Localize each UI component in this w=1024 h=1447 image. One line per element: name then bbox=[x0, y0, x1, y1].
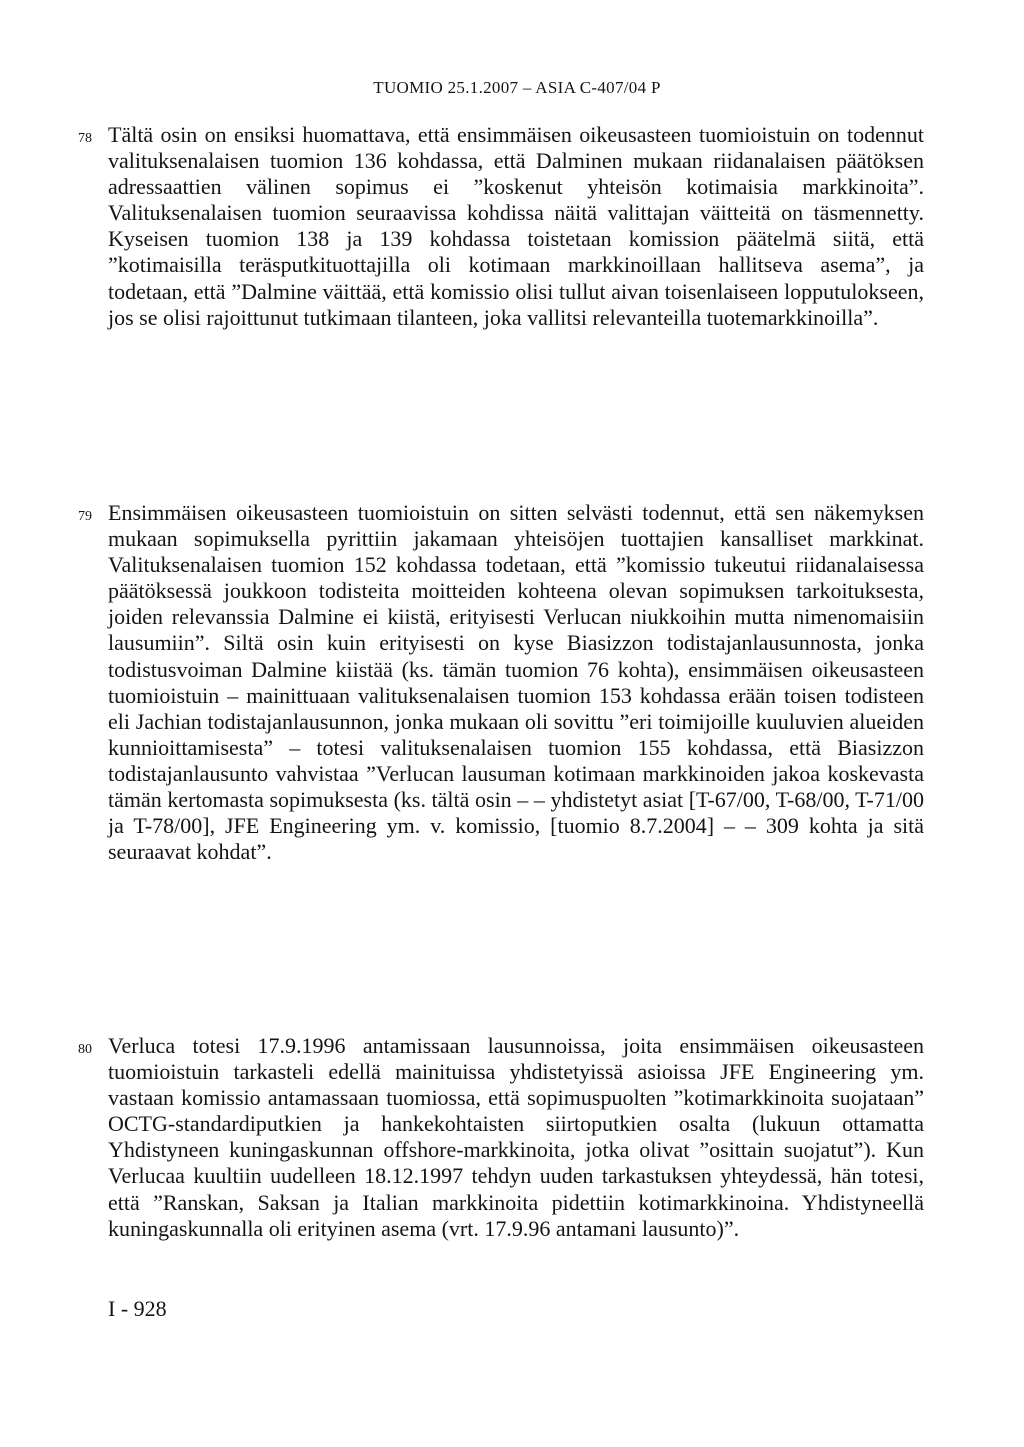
paragraph-text: Tältä osin on ensiksi huomattava, että ensimmäisen oikeusasteen tuomioistuin on todennut valituksenalaisen tuomion 136 kohdassa, että Dalminen mukaan riidanalaisen päätöksen adressaattien välinen sopimus ei ”koskenut yhteisön kotimaisia markkinoita”. Valituksenalaisen tuomion seuraavissa kohdissa näitä valittajan väitteitä on täsmennetty. Kyseisen tuomion 138 ja 139 kohdassa toistetaan komission päätelmä siitä, että ”kotimaisilla teräsputkituottajilla oli kotimaan markkinoillaan hallitseva asema”, ja todetaan, että ”Dalmine väittää, että komissio olisi tullut aivan toisenlaiseen lopputulokseen, jos se olisi rajoittunut tutkimaan tilanteen, joka vallitsi relevanteilla tuotemarkkinoilla”. bbox=[108, 122, 924, 330]
paragraph-text: Verluca totesi 17.9.1996 antamissaan lausunnoissa, joita ensimmäisen oikeusasteen tuomioistuin tarkasteli edellä mainituissa yhdistetyissä asioissa JFE Engineering ym. vastaan komissio antamassaan tuomiossa, että sopimuspuolten ”kotimarkkinoita suojataan” OCTG-standardiputkien ja hankekohtaisten siirtoputkien osalta (lukuun ottamatta Yhdistyneen kuningaskunnan offshore-markkinoita, jotka olivat ”osittain suojatut”). Kun Verlucaa kuultiin uudelleen 18.12.1997 tehdyn uuden tarkastuksen yhteydessä, hän totesi, että ”Ranskan, Saksan ja Italian markkinoita pidettiin kotimarkkinoina. Yhdistyneellä kuningaskunnalla oli erityinen asema (vrt. 17.9.96 antamani lausunto)”. bbox=[108, 1033, 924, 1241]
paragraph-number: 78 bbox=[78, 131, 92, 146]
paragraph-number: 80 bbox=[78, 1042, 92, 1057]
paragraph-number: 79 bbox=[78, 509, 92, 524]
paragraph-text: Ensimmäisen oikeusasteen tuomioistuin on sitten selvästi todennut, että sen näkemyksen mukaan sopimuksella pyrittiin jakamaan yhteisöjen tuottajien kansalliset markkinat. Valituksenalaisen tuomion 152 kohdassa todetaan, että ”komissio tukeutui riidanalaisessa päätöksessä joukkoon todisteita moitteiden kohteena olevan sopimuksen tarkoituksesta, joiden relevanssia Dalmine ei kiistä, erityisesti Verlucan niukkoihin mutta nimenomaisiin lausumiin”. Siltä osin kuin erityisesti on kyse Biasizzon todistajanlausunnosta, jonka todistusvoiman Dalmine kiistää (ks. tämän tuomion 76 kohta), ensimmäisen oikeusasteen tuomioistuin – mainittuaan valituksenalaisen tuomion 153 kohdassa erään toisen todisteen eli Jachian todistajanlausunnon, jonka mukaan oli sovittu ”eri toimijoille kuuluvien alueiden kunnioittamisesta” – totesi valituksenalaisen tuomion 155 kohdassa, että Biasizzon todistajanlausunto vahvistaa ”Verlucan lausuman kotimaan markkinoiden jakoa koskevasta tämän kertomasta sopimuksesta (ks. tältä osin – – yhdistetyt asiat [T-67/00, T-68/00, T-71/00 ja T-78/00], JFE Engineering ym. v. komissio, [tuomio 8.7.2004] – – 309 kohta ja sitä seuraavat kohdat”. bbox=[108, 500, 924, 865]
running-header: TUOMIO 25.1.2007 – ASIA C-407/04 P bbox=[373, 78, 661, 97]
page-number: I - 928 bbox=[108, 1296, 167, 1321]
